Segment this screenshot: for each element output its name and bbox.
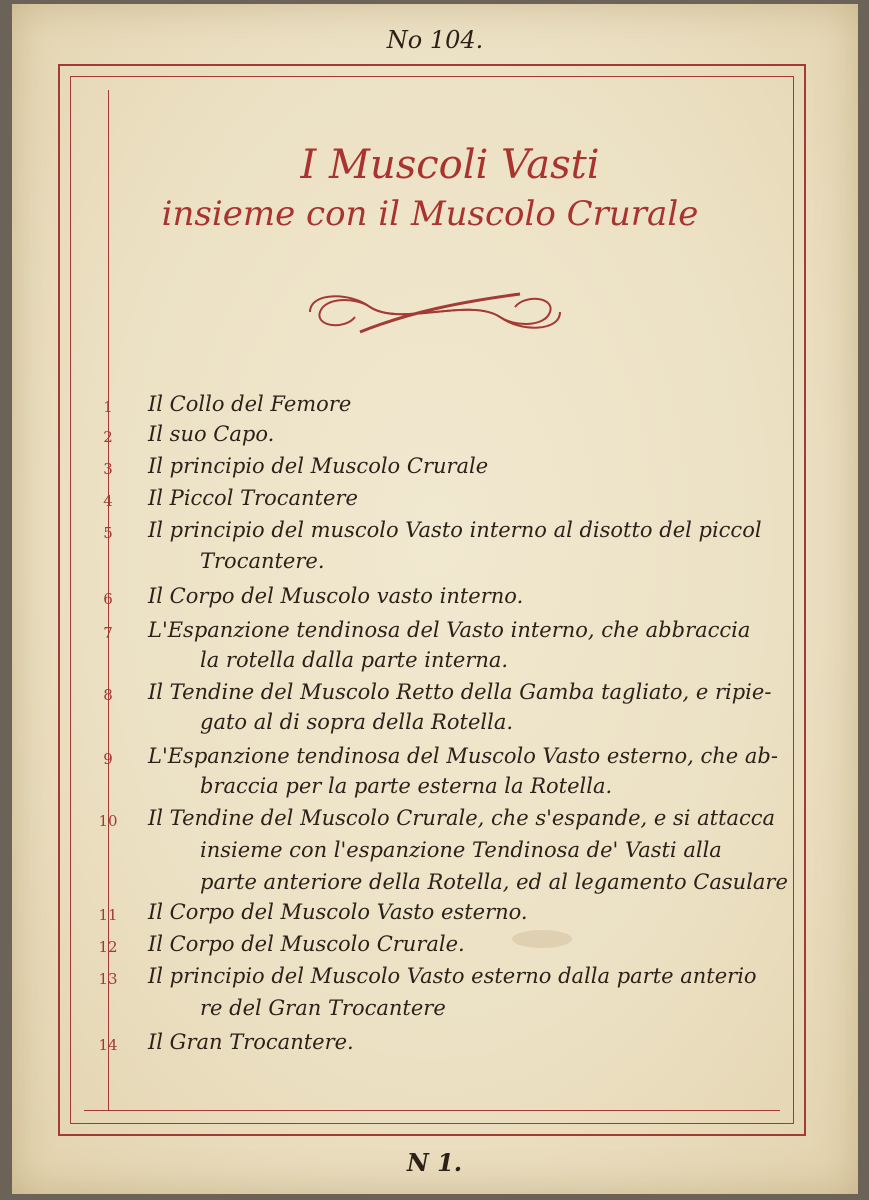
legend-number: 9 — [103, 750, 113, 768]
legend-text-continued: parte anteriore della Rotella, ed al legamento Casulare — [200, 870, 788, 894]
legend-text: Il principio del Muscolo Crurale — [148, 454, 489, 478]
legend-number: 2 — [103, 428, 113, 446]
plate-number: No 104. — [386, 26, 484, 54]
legend-number: 4 — [103, 492, 113, 510]
legend-text-continued: re del Gran Trocantere — [200, 996, 446, 1020]
legend-text: Il Gran Trocantere. — [148, 1030, 354, 1054]
legend-number: 13 — [98, 970, 118, 988]
legend-text: Il Collo del Femore — [148, 392, 352, 416]
legend-number: 10 — [98, 812, 118, 830]
legend-text: Il principio del muscolo Vasto interno al disotto del piccol — [148, 518, 762, 542]
legend-text-continued: braccia per la parte esterna la Rotella. — [200, 774, 613, 798]
title-line-2: insieme con il Muscolo Crurale — [161, 194, 699, 234]
legend-text: Il suo Capo. — [148, 422, 275, 446]
legend-number: 5 — [103, 524, 113, 542]
legend-text-continued: insieme con l'espanzione Tendinosa de' Vasti alla — [200, 838, 722, 862]
legend-text-continued: gato al di sopra della Rotella. — [200, 710, 514, 734]
legend-text: Il principio del Muscolo Vasto esterno dalla parte anterio — [148, 964, 757, 988]
legend-number: 8 — [103, 686, 113, 704]
legend-number: 1 — [103, 398, 113, 416]
legend-text: L'Espanzione tendinosa del Muscolo Vasto esterno, che ab- — [148, 744, 778, 768]
title-line-1: I Muscoli Vasti — [300, 142, 600, 188]
folio-number: N 1. — [406, 1148, 463, 1177]
legend-number: 11 — [98, 906, 118, 924]
legend-text-continued: la rotella dalla parte interna. — [200, 648, 509, 672]
legend-text: Il Corpo del Muscolo vasto interno. — [148, 584, 524, 608]
legend-text: L'Espanzione tendinosa del Vasto interno, che abbraccia — [148, 618, 751, 642]
legend-number: 6 — [103, 590, 113, 608]
legend-text-continued: Trocantere. — [200, 549, 325, 573]
legend-number: 7 — [103, 624, 113, 642]
legend-text: Il Tendine del Muscolo Crurale, che s'espande, e si attacca — [148, 806, 776, 830]
legend-text: Il Corpo del Muscolo Vasto esterno. — [148, 900, 528, 924]
legend-text: Il Corpo del Muscolo Crurale. — [148, 932, 465, 956]
legend-text: Il Piccol Trocantere — [148, 486, 358, 510]
legend-number: 12 — [98, 938, 118, 956]
legend-number: 14 — [98, 1036, 118, 1054]
legend-number: 3 — [103, 460, 113, 478]
legend-text: Il Tendine del Muscolo Retto della Gamba tagliato, e ripie- — [148, 680, 772, 704]
